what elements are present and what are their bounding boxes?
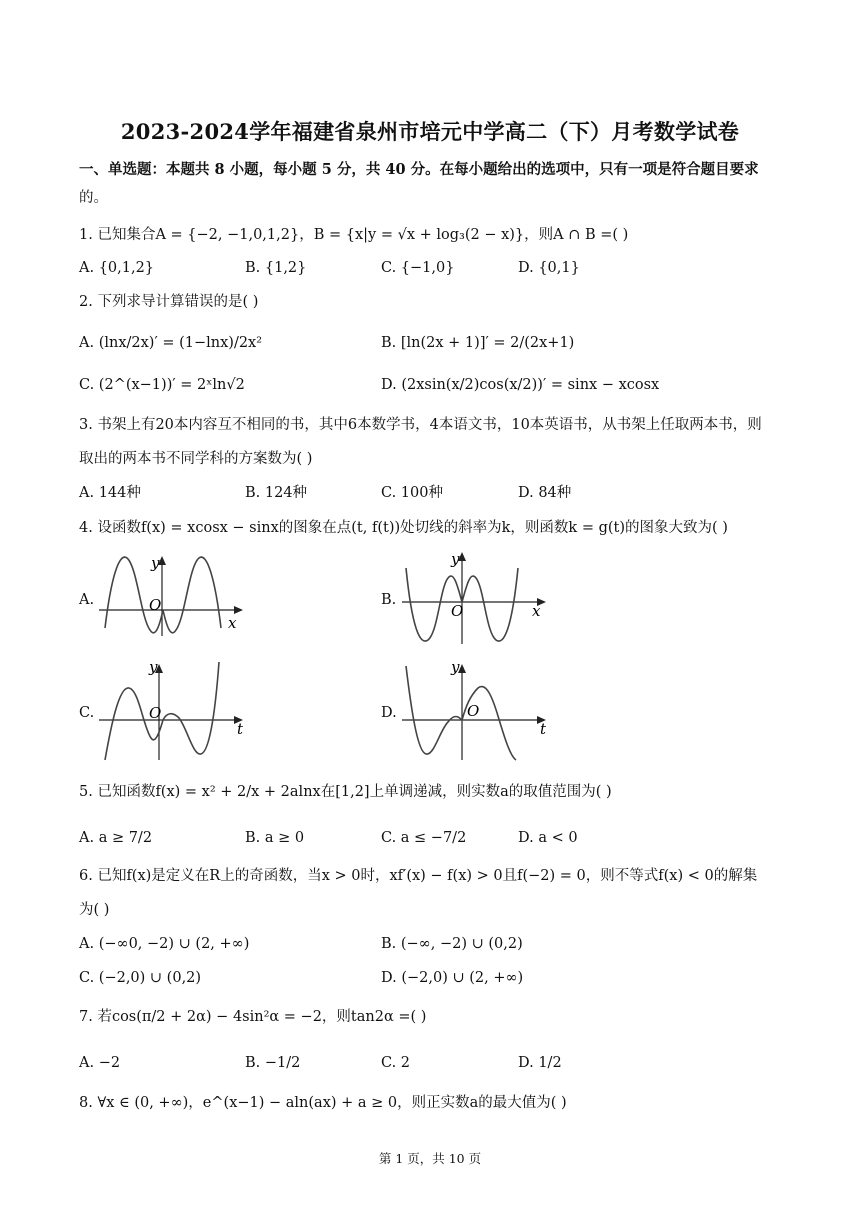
q6-option-a: A. (−∞0, −2) ∪ (2, +∞) [79, 936, 250, 952]
section-heading: 一、单选题：本题共 8 小题，每小题 5 分，共 40 分。在每小题给出的选项中，只有一项是符合题目要求 [79, 161, 759, 178]
q6-option-d: D. (−2,0) ∪ (2, +∞) [381, 970, 524, 986]
graph-b-origin-label: O [451, 602, 464, 620]
q2-option-b: B. [ln(2x + 1)]′ = 2/(2x+1) [381, 335, 575, 351]
graph-b-y-label: y [451, 550, 460, 568]
page-footer: 第 1 页，共 10 页 [378, 1151, 482, 1166]
graph-c [97, 656, 247, 764]
q1-option-d: D. {0,1} [518, 260, 580, 276]
graph-b-x-label: x [532, 602, 541, 620]
q5-option-b: B. a ≥ 0 [245, 830, 305, 846]
graph-b [400, 548, 550, 648]
q3-option-c: C. 100种 [381, 485, 443, 501]
graph-c-t-label: t [237, 720, 244, 738]
q2-stem: 2. 下列求导计算错误的是( ) [79, 294, 259, 310]
q7-option-c: C. 2 [381, 1055, 411, 1071]
q8-stem: 8. ∀x ∈ (0, +∞)，e^(x−1) − aln(ax) + a ≥ 0，则正实数a的最大值为( ) [79, 1095, 567, 1111]
q3-option-a: A. 144种 [79, 485, 141, 501]
q6-stem-cont: 为( ) [79, 902, 110, 918]
graph-d [400, 656, 550, 764]
q3-stem-cont: 取出的两本书不同学科的方案数为( ) [79, 451, 313, 467]
graph-a-y-label: y [151, 554, 160, 572]
graph-d-y-label: y [451, 658, 460, 676]
q4-option-d: D. [381, 705, 397, 721]
q3-option-b: B. 124种 [245, 485, 308, 501]
q1-stem: 1. 已知集合A = {−2, −1,0,1,2}，B = {x|y = √x + log₃(2 − x)}，则A ∩ B =( ) [79, 227, 629, 243]
graph-a-x-label: x [228, 614, 237, 632]
q2-option-d: D. (2xsin(x/2)cos(x/2))′ = sinx − xcosx [381, 377, 660, 393]
q4-option-c: C. [79, 705, 95, 721]
q4-option-b: B. [381, 592, 397, 608]
q3-stem: 3. 书架上有20本内容互不相同的书，其中6本数学书，4本语文书，10本英语书，从书架上任取两本书，则 [79, 417, 762, 433]
q7-stem: 7. 若cos(π/2 + 2α) − 4sin²α = −2，则tan2α =( ) [79, 1009, 427, 1025]
q7-option-b: B. −1/2 [245, 1055, 301, 1071]
q7-option-a: A. −2 [79, 1055, 121, 1071]
q4-stem: 4. 设函数f(x) = xcosx − sinx的图象在点(t, f(t))处切线的斜率为k，则函数k = g(t)的图象大致为( ) [79, 520, 728, 536]
q2-option-c: C. (2^(x−1))′ = 2ˣln√2 [79, 377, 245, 393]
page-title: 2023-2024学年福建省泉州市培元中学高二（下）月考数学试卷 [120, 119, 740, 144]
q5-option-c: C. a ≤ −7/2 [381, 830, 467, 846]
graph-a-origin-label: O [149, 596, 162, 614]
q1-option-c: C. {−1,0} [381, 260, 455, 276]
q4-option-a: A. [79, 592, 95, 608]
q5-stem: 5. 已知函数f(x) = x² + 2/x + 2alnx在[1,2]上单调递减，则实数a的取值范围为( ) [79, 784, 612, 800]
q6-option-c: C. (−2,0) ∪ (0,2) [79, 970, 202, 986]
q1-option-a: A. {0,1,2} [79, 260, 155, 276]
q2-option-a: A. (lnx/2x)′ = (1−lnx)/2x² [79, 335, 263, 351]
q6-stem: 6. 已知f(x)是定义在R上的奇函数，当x > 0时，xf′(x) − f(x) > 0且f(−2) = 0，则不等式f(x) < 0的解集 [79, 868, 758, 884]
graph-c-origin-label: O [149, 704, 162, 722]
graph-c-y-label: y [149, 658, 158, 676]
q5-option-d: D. a < 0 [518, 830, 578, 846]
q5-option-a: A. a ≥ 7/2 [79, 830, 153, 846]
q3-option-d: D. 84种 [518, 485, 572, 501]
q6-option-b: B. (−∞, −2) ∪ (0,2) [381, 936, 523, 952]
q7-option-d: D. 1/2 [518, 1055, 562, 1071]
section-heading-cont: 的。 [79, 190, 108, 206]
graph-a [97, 548, 247, 638]
graph-d-origin-label: O [467, 702, 480, 720]
q1-option-b: B. {1,2} [245, 260, 307, 276]
graph-d-t-label: t [540, 720, 547, 738]
